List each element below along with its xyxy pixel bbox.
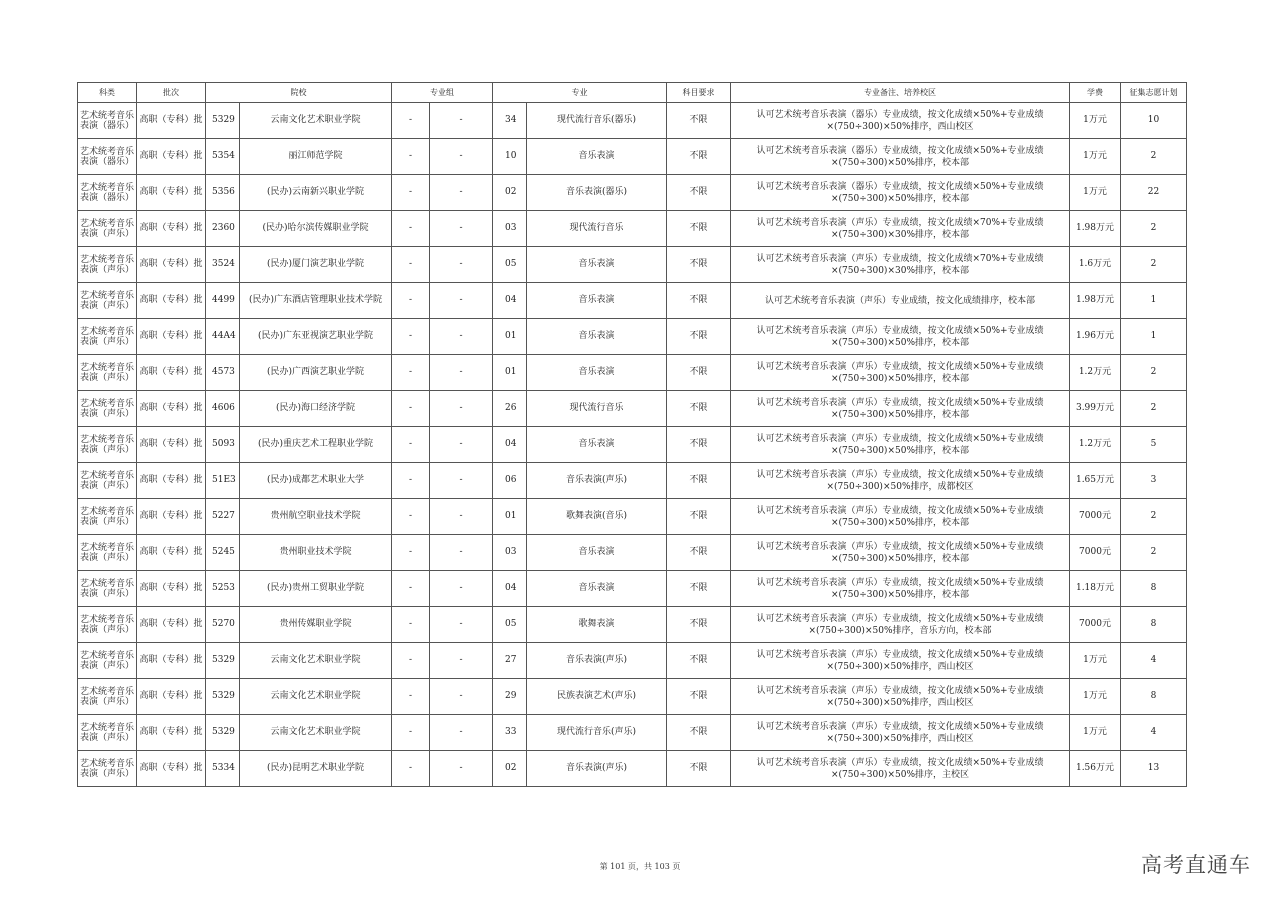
cell-school-name: 贵州职业技术学院	[240, 535, 392, 571]
cell-tuition: 1.2万元	[1070, 427, 1121, 463]
table-row	[78, 643, 1187, 679]
cell-group-a: -	[392, 139, 430, 175]
cell-batch: 高职（专科）批	[137, 535, 206, 571]
cell-batch: 高职（专科）批	[137, 139, 206, 175]
cell-notes: 认可艺术统考音乐表演（声乐）专业成绩，按文化成绩×50%+专业成绩×(750÷300)×50%排序，校本部	[731, 535, 1070, 571]
cell-notes: 认可艺术统考音乐表演（声乐）专业成绩，按文化成绩排序，校本部	[731, 283, 1070, 319]
table-row	[78, 679, 1187, 715]
cell-group-b: -	[430, 643, 493, 679]
cell-major-code: 05	[493, 247, 527, 283]
cell-category: 艺术统考音乐表演（声乐）	[78, 355, 137, 391]
table-row	[78, 175, 1187, 211]
cell-subject-req: 不限	[667, 211, 731, 247]
cell-subject-req: 不限	[667, 103, 731, 139]
cell-group-b: -	[430, 535, 493, 571]
cell-notes: 认可艺术统考音乐表演（声乐）专业成绩，按文化成绩×50%+专业成绩×(750÷300)×50%排序，西山校区	[731, 715, 1070, 751]
cell-notes: 认可艺术统考音乐表演（声乐）专业成绩，按文化成绩×50%+专业成绩×(750÷300)×50%排序，西山校区	[731, 643, 1070, 679]
cell-subject-req: 不限	[667, 715, 731, 751]
cell-batch: 高职（专科）批	[137, 175, 206, 211]
cell-plan: 8	[1121, 607, 1187, 643]
cell-major-code: 02	[493, 175, 527, 211]
cell-category: 艺术统考音乐表演（声乐）	[78, 751, 137, 787]
cell-school-code: 44A4	[206, 319, 240, 355]
cell-major-name: 音乐表演(声乐)	[527, 463, 667, 499]
cell-tuition: 1万元	[1070, 103, 1121, 139]
cell-group-a: -	[392, 391, 430, 427]
cell-category: 艺术统考音乐表演（器乐）	[78, 103, 137, 139]
cell-school-code: 5329	[206, 643, 240, 679]
header-plan: 征集志愿计划	[1121, 83, 1187, 103]
header-subject-req: 科目要求	[667, 83, 731, 103]
table-row	[78, 139, 1187, 175]
table-row	[78, 355, 1187, 391]
table-row	[78, 103, 1187, 139]
cell-group-b: -	[430, 211, 493, 247]
cell-school-name: 贵州航空职业技术学院	[240, 499, 392, 535]
cell-batch: 高职（专科）批	[137, 247, 206, 283]
cell-subject-req: 不限	[667, 751, 731, 787]
cell-group-a: -	[392, 427, 430, 463]
cell-notes: 认可艺术统考音乐表演（声乐）专业成绩，按文化成绩×50%+专业成绩×(750÷300)×50%排序，西山校区	[731, 679, 1070, 715]
cell-category: 艺术统考音乐表演（声乐）	[78, 715, 137, 751]
cell-school-name: 丽江师范学院	[240, 139, 392, 175]
cell-school-code: 5329	[206, 715, 240, 751]
cell-notes: 认可艺术统考音乐表演（器乐）专业成绩，按文化成绩×50%+专业成绩×(750÷300)×50%排序，西山校区	[731, 103, 1070, 139]
cell-group-a: -	[392, 319, 430, 355]
cell-school-name: 云南文化艺术职业学院	[240, 643, 392, 679]
cell-school-code: 5334	[206, 751, 240, 787]
cell-school-code: 4606	[206, 391, 240, 427]
table-row	[78, 571, 1187, 607]
cell-major-code: 03	[493, 535, 527, 571]
cell-group-a: -	[392, 715, 430, 751]
cell-notes: 认可艺术统考音乐表演（声乐）专业成绩，按文化成绩×50%+专业成绩×(750÷300)×50%排序，校本部	[731, 391, 1070, 427]
cell-major-code: 04	[493, 427, 527, 463]
cell-plan: 3	[1121, 463, 1187, 499]
cell-group-a: -	[392, 607, 430, 643]
cell-school-code: 5356	[206, 175, 240, 211]
table-row	[78, 391, 1187, 427]
cell-group-b: -	[430, 571, 493, 607]
cell-subject-req: 不限	[667, 643, 731, 679]
cell-group-a: -	[392, 283, 430, 319]
cell-major-name: 音乐表演(器乐)	[527, 175, 667, 211]
cell-school-name: 云南文化艺术职业学院	[240, 715, 392, 751]
cell-major-name: 音乐表演	[527, 355, 667, 391]
cell-school-code: 5093	[206, 427, 240, 463]
cell-subject-req: 不限	[667, 283, 731, 319]
cell-tuition: 7000元	[1070, 499, 1121, 535]
cell-batch: 高职（专科）批	[137, 751, 206, 787]
table-row	[78, 463, 1187, 499]
cell-subject-req: 不限	[667, 535, 731, 571]
cell-major-code: 34	[493, 103, 527, 139]
cell-group-b: -	[430, 463, 493, 499]
table-row	[78, 535, 1187, 571]
table-row	[78, 499, 1187, 535]
cell-group-a: -	[392, 103, 430, 139]
watermark: 高考直通车	[1141, 853, 1251, 877]
cell-category: 艺术统考音乐表演（声乐）	[78, 247, 137, 283]
cell-group-a: -	[392, 247, 430, 283]
cell-plan: 5	[1121, 427, 1187, 463]
cell-group-b: -	[430, 319, 493, 355]
table-row	[78, 211, 1187, 247]
cell-school-code: 5329	[206, 679, 240, 715]
cell-school-name: (民办)广东酒店管理职业技术学院	[240, 283, 392, 319]
header-school: 院校	[206, 83, 392, 103]
cell-group-a: -	[392, 355, 430, 391]
table-body	[78, 103, 1187, 787]
cell-group-a: -	[392, 643, 430, 679]
cell-major-name: 现代流行音乐(声乐)	[527, 715, 667, 751]
cell-major-name: 民族表演艺术(声乐)	[527, 679, 667, 715]
cell-major-code: 01	[493, 355, 527, 391]
table-row	[78, 247, 1187, 283]
cell-subject-req: 不限	[667, 355, 731, 391]
cell-batch: 高职（专科）批	[137, 355, 206, 391]
cell-school-code: 5270	[206, 607, 240, 643]
cell-school-code: 51E3	[206, 463, 240, 499]
header-group: 专业组	[392, 83, 493, 103]
cell-major-name: 音乐表演	[527, 283, 667, 319]
table-row	[78, 715, 1187, 751]
header-row	[78, 83, 1187, 103]
cell-batch: 高职（专科）批	[137, 103, 206, 139]
cell-batch: 高职（专科）批	[137, 571, 206, 607]
table-row	[78, 319, 1187, 355]
cell-plan: 4	[1121, 643, 1187, 679]
table-row	[78, 283, 1187, 319]
cell-tuition: 7000元	[1070, 535, 1121, 571]
cell-plan: 2	[1121, 355, 1187, 391]
header-tuition: 学费	[1070, 83, 1121, 103]
cell-school-name: (民办)云南新兴职业学院	[240, 175, 392, 211]
cell-major-name: 音乐表演(声乐)	[527, 643, 667, 679]
cell-major-code: 26	[493, 391, 527, 427]
cell-group-a: -	[392, 463, 430, 499]
cell-tuition: 1万元	[1070, 175, 1121, 211]
cell-category: 艺术统考音乐表演（声乐）	[78, 391, 137, 427]
cell-subject-req: 不限	[667, 607, 731, 643]
cell-notes: 认可艺术统考音乐表演（声乐）专业成绩，按文化成绩×70%+专业成绩×(750÷300)×30%排序，校本部	[731, 211, 1070, 247]
cell-subject-req: 不限	[667, 571, 731, 607]
cell-major-code: 05	[493, 607, 527, 643]
cell-notes: 认可艺术统考音乐表演（声乐）专业成绩，按文化成绩×50%+专业成绩×(750÷300)×50%排序，校本部	[731, 427, 1070, 463]
cell-subject-req: 不限	[667, 679, 731, 715]
cell-tuition: 1.2万元	[1070, 355, 1121, 391]
cell-batch: 高职（专科）批	[137, 319, 206, 355]
cell-school-name: (民办)海口经济学院	[240, 391, 392, 427]
cell-plan: 4	[1121, 715, 1187, 751]
cell-plan: 2	[1121, 391, 1187, 427]
cell-major-name: 现代流行音乐	[527, 391, 667, 427]
cell-major-name: 音乐表演	[527, 427, 667, 463]
cell-plan: 8	[1121, 571, 1187, 607]
cell-group-b: -	[430, 175, 493, 211]
cell-category: 艺术统考音乐表演（声乐）	[78, 211, 137, 247]
cell-school-name: (民办)重庆艺术工程职业学院	[240, 427, 392, 463]
page-footer: 第 101 页，共 103 页	[599, 862, 681, 871]
cell-notes: 认可艺术统考音乐表演（器乐）专业成绩，按文化成绩×50%+专业成绩×(750÷300)×50%排序，校本部	[731, 175, 1070, 211]
cell-school-name: (民办)广西演艺职业学院	[240, 355, 392, 391]
cell-tuition: 1.65万元	[1070, 463, 1121, 499]
cell-tuition: 1万元	[1070, 715, 1121, 751]
cell-notes: 认可艺术统考音乐表演（声乐）专业成绩，按文化成绩×50%+专业成绩×(750÷300)×50%排序，校本部	[731, 571, 1070, 607]
cell-batch: 高职（专科）批	[137, 499, 206, 535]
cell-major-name: 现代流行音乐	[527, 211, 667, 247]
cell-category: 艺术统考音乐表演（声乐）	[78, 571, 137, 607]
cell-notes: 认可艺术统考音乐表演（声乐）专业成绩，按文化成绩×50%+专业成绩×(750÷300)×50%排序，主校区	[731, 751, 1070, 787]
cell-plan: 22	[1121, 175, 1187, 211]
cell-group-b: -	[430, 751, 493, 787]
cell-category: 艺术统考音乐表演（声乐）	[78, 427, 137, 463]
cell-tuition: 1.6万元	[1070, 247, 1121, 283]
cell-tuition: 7000元	[1070, 607, 1121, 643]
cell-subject-req: 不限	[667, 463, 731, 499]
cell-category: 艺术统考音乐表演（声乐）	[78, 607, 137, 643]
cell-major-name: 音乐表演	[527, 319, 667, 355]
cell-school-name: (民办)广东亚视演艺职业学院	[240, 319, 392, 355]
cell-subject-req: 不限	[667, 175, 731, 211]
cell-group-b: -	[430, 499, 493, 535]
cell-subject-req: 不限	[667, 427, 731, 463]
cell-school-code: 5253	[206, 571, 240, 607]
cell-major-code: 27	[493, 643, 527, 679]
cell-major-code: 33	[493, 715, 527, 751]
cell-plan: 13	[1121, 751, 1187, 787]
cell-group-b: -	[430, 139, 493, 175]
cell-major-name: 歌舞表演	[527, 607, 667, 643]
cell-major-code: 04	[493, 283, 527, 319]
cell-category: 艺术统考音乐表演（声乐）	[78, 463, 137, 499]
cell-school-code: 4573	[206, 355, 240, 391]
cell-group-b: -	[430, 391, 493, 427]
cell-group-a: -	[392, 211, 430, 247]
cell-category: 艺术统考音乐表演（声乐）	[78, 499, 137, 535]
cell-tuition: 1.18万元	[1070, 571, 1121, 607]
cell-major-code: 01	[493, 319, 527, 355]
cell-batch: 高职（专科）批	[137, 391, 206, 427]
cell-subject-req: 不限	[667, 499, 731, 535]
cell-major-code: 06	[493, 463, 527, 499]
header-major: 专业	[493, 83, 667, 103]
cell-group-a: -	[392, 535, 430, 571]
cell-category: 艺术统考音乐表演（器乐）	[78, 175, 137, 211]
cell-group-b: -	[430, 247, 493, 283]
cell-school-name: (民办)成都艺术职业大学	[240, 463, 392, 499]
cell-school-name: 云南文化艺术职业学院	[240, 103, 392, 139]
cell-plan: 2	[1121, 247, 1187, 283]
cell-tuition: 1万元	[1070, 139, 1121, 175]
cell-subject-req: 不限	[667, 391, 731, 427]
cell-school-name: 贵州传媒职业学院	[240, 607, 392, 643]
cell-category: 艺术统考音乐表演（声乐）	[78, 283, 137, 319]
cell-group-a: -	[392, 175, 430, 211]
cell-major-code: 04	[493, 571, 527, 607]
cell-major-name: 音乐表演	[527, 139, 667, 175]
cell-tuition: 1.98万元	[1070, 283, 1121, 319]
cell-notes: 认可艺术统考音乐表演（声乐）专业成绩，按文化成绩×50%+专业成绩×(750÷300)×50%排序，音乐方向，校本部	[731, 607, 1070, 643]
cell-notes: 认可艺术统考音乐表演（声乐）专业成绩，按文化成绩×50%+专业成绩×(750÷300)×50%排序，校本部	[731, 319, 1070, 355]
cell-group-b: -	[430, 355, 493, 391]
cell-school-code: 5245	[206, 535, 240, 571]
cell-tuition: 1万元	[1070, 679, 1121, 715]
cell-plan: 1	[1121, 283, 1187, 319]
cell-plan: 2	[1121, 139, 1187, 175]
cell-school-name: (民办)厦门演艺职业学院	[240, 247, 392, 283]
cell-group-a: -	[392, 571, 430, 607]
cell-plan: 2	[1121, 211, 1187, 247]
cell-group-b: -	[430, 427, 493, 463]
cell-subject-req: 不限	[667, 319, 731, 355]
cell-tuition: 1.98万元	[1070, 211, 1121, 247]
cell-notes: 认可艺术统考音乐表演（声乐）专业成绩，按文化成绩×70%+专业成绩×(750÷300)×30%排序，校本部	[731, 247, 1070, 283]
cell-group-b: -	[430, 715, 493, 751]
cell-batch: 高职（专科）批	[137, 283, 206, 319]
cell-category: 艺术统考音乐表演（声乐）	[78, 679, 137, 715]
cell-category: 艺术统考音乐表演（声乐）	[78, 319, 137, 355]
cell-major-code: 10	[493, 139, 527, 175]
cell-school-name: (民办)贵州工贸职业学院	[240, 571, 392, 607]
cell-notes: 认可艺术统考音乐表演（声乐）专业成绩，按文化成绩×50%+专业成绩×(750÷300)×50%排序，成都校区	[731, 463, 1070, 499]
cell-plan: 10	[1121, 103, 1187, 139]
table-row	[78, 607, 1187, 643]
cell-subject-req: 不限	[667, 139, 731, 175]
cell-plan: 2	[1121, 499, 1187, 535]
cell-major-name: 音乐表演	[527, 571, 667, 607]
cell-group-b: -	[430, 679, 493, 715]
cell-group-a: -	[392, 751, 430, 787]
cell-batch: 高职（专科）批	[137, 607, 206, 643]
cell-school-code: 5329	[206, 103, 240, 139]
cell-tuition: 3.99万元	[1070, 391, 1121, 427]
admissions-table	[77, 82, 1187, 787]
table-row	[78, 427, 1187, 463]
cell-category: 艺术统考音乐表演（器乐）	[78, 139, 137, 175]
cell-school-code: 3524	[206, 247, 240, 283]
cell-major-name: 歌舞表演(音乐)	[527, 499, 667, 535]
cell-group-b: -	[430, 103, 493, 139]
cell-school-name: (民办)昆明艺术职业学院	[240, 751, 392, 787]
cell-tuition: 1.96万元	[1070, 319, 1121, 355]
cell-major-name: 音乐表演	[527, 535, 667, 571]
cell-notes: 认可艺术统考音乐表演（声乐）专业成绩，按文化成绩×50%+专业成绩×(750÷300)×50%排序，校本部	[731, 355, 1070, 391]
cell-school-code: 5227	[206, 499, 240, 535]
cell-tuition: 1万元	[1070, 643, 1121, 679]
cell-batch: 高职（专科）批	[137, 427, 206, 463]
table-row	[78, 751, 1187, 787]
cell-plan: 1	[1121, 319, 1187, 355]
cell-major-name: 现代流行音乐(器乐)	[527, 103, 667, 139]
cell-batch: 高职（专科）批	[137, 679, 206, 715]
cell-batch: 高职（专科）批	[137, 643, 206, 679]
cell-category: 艺术统考音乐表演（声乐）	[78, 535, 137, 571]
cell-group-b: -	[430, 607, 493, 643]
cell-school-code: 5354	[206, 139, 240, 175]
cell-batch: 高职（专科）批	[137, 715, 206, 751]
cell-school-name: 云南文化艺术职业学院	[240, 679, 392, 715]
cell-group-a: -	[392, 679, 430, 715]
header-notes: 专业备注、培养校区	[731, 83, 1070, 103]
cell-major-code: 01	[493, 499, 527, 535]
cell-tuition: 1.56万元	[1070, 751, 1121, 787]
cell-notes: 认可艺术统考音乐表演（器乐）专业成绩，按文化成绩×50%+专业成绩×(750÷300)×50%排序，校本部	[731, 139, 1070, 175]
cell-subject-req: 不限	[667, 247, 731, 283]
cell-school-code: 4499	[206, 283, 240, 319]
cell-major-code: 29	[493, 679, 527, 715]
cell-group-a: -	[392, 499, 430, 535]
cell-group-b: -	[430, 283, 493, 319]
cell-school-code: 2360	[206, 211, 240, 247]
cell-plan: 2	[1121, 535, 1187, 571]
cell-plan: 8	[1121, 679, 1187, 715]
cell-major-name: 音乐表演(声乐)	[527, 751, 667, 787]
cell-major-code: 03	[493, 211, 527, 247]
cell-school-name: (民办)哈尔滨传媒职业学院	[240, 211, 392, 247]
cell-batch: 高职（专科）批	[137, 463, 206, 499]
cell-major-code: 02	[493, 751, 527, 787]
cell-category: 艺术统考音乐表演（声乐）	[78, 643, 137, 679]
cell-notes: 认可艺术统考音乐表演（声乐）专业成绩，按文化成绩×50%+专业成绩×(750÷300)×50%排序，校本部	[731, 499, 1070, 535]
header-category: 科类	[78, 83, 137, 103]
cell-batch: 高职（专科）批	[137, 211, 206, 247]
cell-major-name: 音乐表演	[527, 247, 667, 283]
header-batch: 批次	[137, 83, 206, 103]
